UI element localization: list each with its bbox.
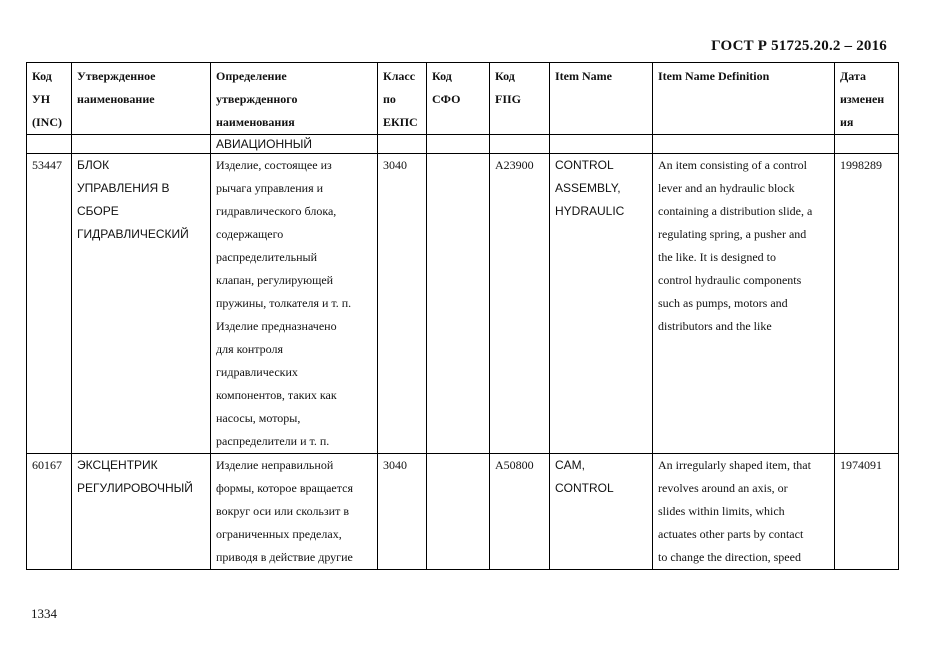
sfo-cell bbox=[427, 454, 490, 570]
approved-name-cell: ЭКСЦЕНТРИК РЕГУЛИРОВОЧНЫЙ bbox=[72, 454, 211, 570]
header-inc: Код УН (INC) bbox=[27, 63, 72, 135]
item-name-cell: CAM, CONTROL bbox=[550, 454, 653, 570]
table-row-continuation bbox=[27, 135, 899, 154]
item-name-cell: CONTROL ASSEMBLY, HYDRAULIC bbox=[550, 154, 653, 454]
continuation-definition: АВИАЦИОННЫЙ bbox=[211, 135, 378, 154]
definition-cell: Изделие неправильной формы, которое вращается вокруг оси или скользит в ограниченных пределах, приводя в действие другие bbox=[211, 454, 378, 570]
fiig-cell: A23900 bbox=[490, 154, 550, 454]
inc-cell: 53447 bbox=[27, 154, 72, 454]
table-row bbox=[27, 154, 899, 454]
inc-cell: 60167 bbox=[27, 454, 72, 570]
standard-header: ГОСТ Р 51725.20.2 – 2016 bbox=[711, 38, 887, 54]
header-fiig-code: Код FIIG bbox=[490, 63, 550, 135]
sfo-cell bbox=[427, 154, 490, 454]
ekps-cell: 3040 bbox=[378, 154, 427, 454]
classification-table bbox=[26, 62, 899, 570]
item-definition-cell: An item consisting of a control lever and an hydraulic block containing a distribution slide, a regulating spring, a pusher and the like. It is designed to control hydraulic components such as pumps, motors and distributors and the like bbox=[653, 154, 835, 454]
approved-name-cell: БЛОК УПРАВЛЕНИЯ В СБОРЕ ГИДРАВЛИЧЕСКИЙ bbox=[72, 154, 211, 454]
header-sfo-code: Код СФО bbox=[427, 63, 490, 135]
header-definition: Определение утвержденного наименования bbox=[211, 63, 378, 135]
ekps-cell: 3040 bbox=[378, 454, 427, 570]
table-row bbox=[27, 454, 899, 570]
date-cell: 1974091 bbox=[835, 454, 899, 570]
header-item-name-definition: Item Name Definition bbox=[653, 63, 835, 135]
definition-cell: Изделие, состоящее из рычага управления и гидравлического блока, содержащего распределительный клапан, регулирующей пружины, толкателя и т. п. Изделие предназначено для контроля гидравлических компонентов, таких как насосы, моторы, распределители и т. п. bbox=[211, 154, 378, 454]
page-number: 1334 bbox=[31, 606, 57, 621]
date-cell: 1998289 bbox=[835, 154, 899, 454]
header-item-name: Item Name bbox=[550, 63, 653, 135]
header-approved-name: Утвержденное наименование bbox=[72, 63, 211, 135]
item-definition-cell: An irregularly shaped item, that revolves around an axis, or slides within limits, which actuates other parts by contact to change the direction, speed bbox=[653, 454, 835, 570]
header-ekps-class: Класс по ЕКПС bbox=[378, 63, 427, 135]
fiig-cell: A50800 bbox=[490, 454, 550, 570]
table-header-row bbox=[27, 63, 899, 135]
header-change-date: Дата изменен ия bbox=[835, 63, 899, 135]
